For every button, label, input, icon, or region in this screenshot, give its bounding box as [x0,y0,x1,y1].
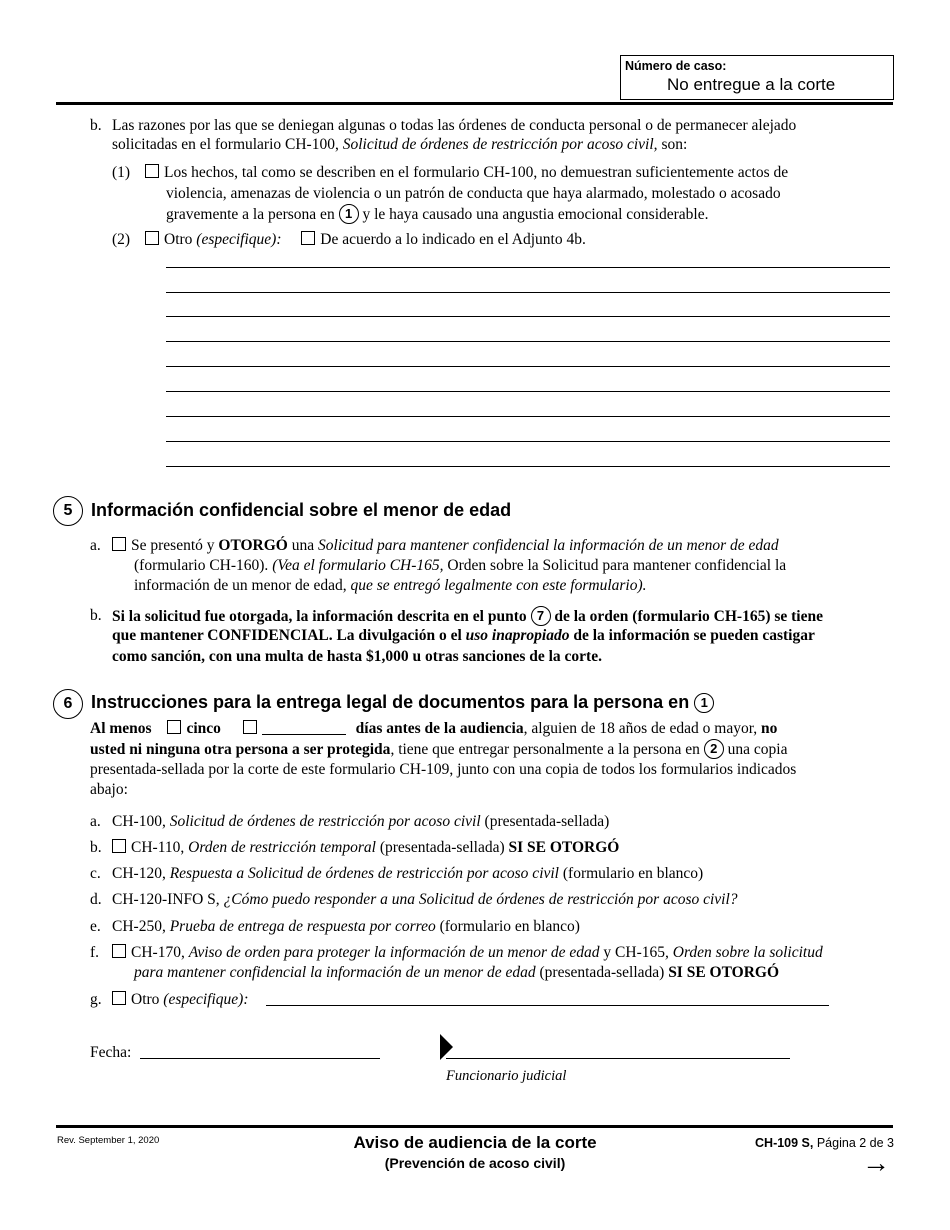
section6-para-line1: Al menos cinco días antes de la audiencia, alguien de 18 años de edad o mayor, no [90,720,778,737]
attachment-4b-checkbox[interactable] [301,231,315,245]
person-1-circle: 1 [339,204,359,224]
person-1-circle: 1 [694,693,714,713]
item4b-intro-line2: solicitadas en el formulario CH-100, Solicitud de órdenes de restricción por acoso civil, son: [112,136,688,153]
list-g-letter: g. [90,991,102,1008]
section5-number: 5 [53,496,83,526]
section5-b-line1: Si la solicitud fue otorgada, la información descrita en el punto 7 de la orden (formulario CH-165) se tiene [112,608,823,625]
section5-a-line1: Se presentó y OTORGÓ una Solicitud para mantener confidencial la información de un menor de edad [112,536,779,556]
footer-subtitle: (Prevención de acoso civil) [384,1155,566,1171]
list-item-f-line1: CH-170, Aviso de orden para proteger la información de un menor de edad y CH-165, Orden sobre la solicitud [112,943,823,963]
footer-title: Aviso de audiencia de la corte [353,1133,597,1152]
section5-a-line3: información de un menor de edad, que se entregó legalmente con este formulario). [134,577,647,594]
section6-title: Instrucciones para la entrega legal de documentos para la persona en 1 [91,692,714,713]
section5-b-letter: b. [90,607,102,624]
section5-b-line3: como sanción, con una multa de hasta $1,000 u otras sanciones de la corte. [112,648,602,665]
page-indicator: CH-109 S, Página 2 de 3 [755,1136,894,1150]
date-input[interactable] [140,1058,380,1059]
item4b-option2-number: (2) [112,231,131,248]
section5-b-line2: que mantener CONFIDENCIAL. La divulgación o el uso inapropiado de la información se pueden castigar [112,627,815,644]
section6-para-line2: usted ni ninguna otra persona a ser protegida, tiene que entregar personalmente a la persona en 2 una copia [90,741,788,758]
officer-label: Funcionario judicial [446,1068,567,1084]
write-line[interactable] [166,316,890,317]
footer-rule [56,1125,893,1128]
item4b-option2: Otro (especifique): De acuerdo a lo indicado en el Adjunto 4b. [145,230,586,250]
signature-input[interactable] [446,1058,790,1059]
list-a-letter: a. [90,813,101,830]
option1-checkbox[interactable] [145,164,159,178]
ch110-checkbox[interactable] [112,839,126,853]
list-item-a: CH-100, Solicitud de órdenes de restricción por acoso civil (presentada-sellada) [112,813,610,830]
list-d-letter: d. [90,891,102,908]
case-number-label: Número de caso: [625,59,727,73]
section5-a-letter: a. [90,537,101,554]
item4b-option1-number: (1) [112,164,131,181]
item4b-option1-line3: gravemente a la persona en 1 y le haya causado una angustia emocional considerable. [166,206,709,223]
list-item-e: CH-250, Prueba de entrega de respuesta por correo (formulario en blanco) [112,918,580,935]
custom-days-checkbox[interactable] [243,720,257,734]
section6-number: 6 [53,689,83,719]
write-line[interactable] [166,466,890,467]
next-page-arrow-icon: → [862,1147,890,1178]
write-line[interactable] [166,416,890,417]
item-7-circle: 7 [531,606,551,626]
list-item-b: CH-110, Orden de restricción temporal (presentada-sellada) SI SE OTORGÓ [112,838,619,858]
ch170-checkbox[interactable] [112,944,126,958]
write-line[interactable] [166,391,890,392]
signature-arrow-icon [438,1034,454,1060]
confidential-granted-checkbox[interactable] [112,537,126,551]
write-line[interactable] [166,292,890,293]
list-b-letter: b. [90,839,102,856]
list-item-g: Otro (especifique): [112,990,249,1010]
section6-para-line4: abajo: [90,781,128,798]
list-f-letter: f. [90,944,100,961]
item4b-option1-line2: violencia, amenazas de violencia o un patrón de conducta que haya alarmado, molestado o acosado [166,185,781,202]
header-rule [56,102,893,105]
section6-para-line3: presentada-sellada por la corte de este formulario CH-109, junto con una copia de todos los formularios indicados [90,761,797,778]
write-line[interactable] [166,341,890,342]
write-line[interactable] [166,366,890,367]
other-form-input[interactable] [266,1005,829,1006]
section5-title: Información confidencial sobre el menor de edad [91,500,512,520]
other-form-checkbox[interactable] [112,991,126,1005]
item4b-option1: Los hechos, tal como se describen en el formulario CH-100, no demuestran suficientemente actos de [145,163,788,183]
write-line[interactable] [166,441,890,442]
person-2-circle: 2 [704,739,724,759]
list-item-f-line2: para mantener confidencial la información de un menor de edad (presentada-sellada) SI SE OTORGÓ [134,964,780,981]
section5-a-line2: (formulario CH-160). (Vea el formulario CH-165, Orden sobre la Solicitud para mantener confidencial la [134,557,787,574]
days-input[interactable] [262,720,346,735]
case-number-box [620,55,894,100]
list-e-letter: e. [90,918,101,935]
case-number-value: No entregue a la corte [667,75,836,94]
write-line[interactable] [166,267,890,268]
option2-checkbox[interactable] [145,231,159,245]
list-item-d: CH-120-INFO S, ¿Cómo puedo responder a una Solicitud de órdenes de restricción por acoso civil? [112,891,738,908]
revision-date: Rev. September 1, 2020 [57,1135,160,1146]
date-label: Fecha: [90,1044,132,1061]
list-c-letter: c. [90,865,101,882]
five-days-checkbox[interactable] [167,720,181,734]
item4b-letter: b. [90,117,102,134]
list-item-c: CH-120, Respuesta a Solicitud de órdenes de restricción por acoso civil (formulario en blanco) [112,865,704,882]
item4b-intro-line1: Las razones por las que se deniegan algunas o todas las órdenes de conducta personal o de permanecer alejado [112,117,797,134]
